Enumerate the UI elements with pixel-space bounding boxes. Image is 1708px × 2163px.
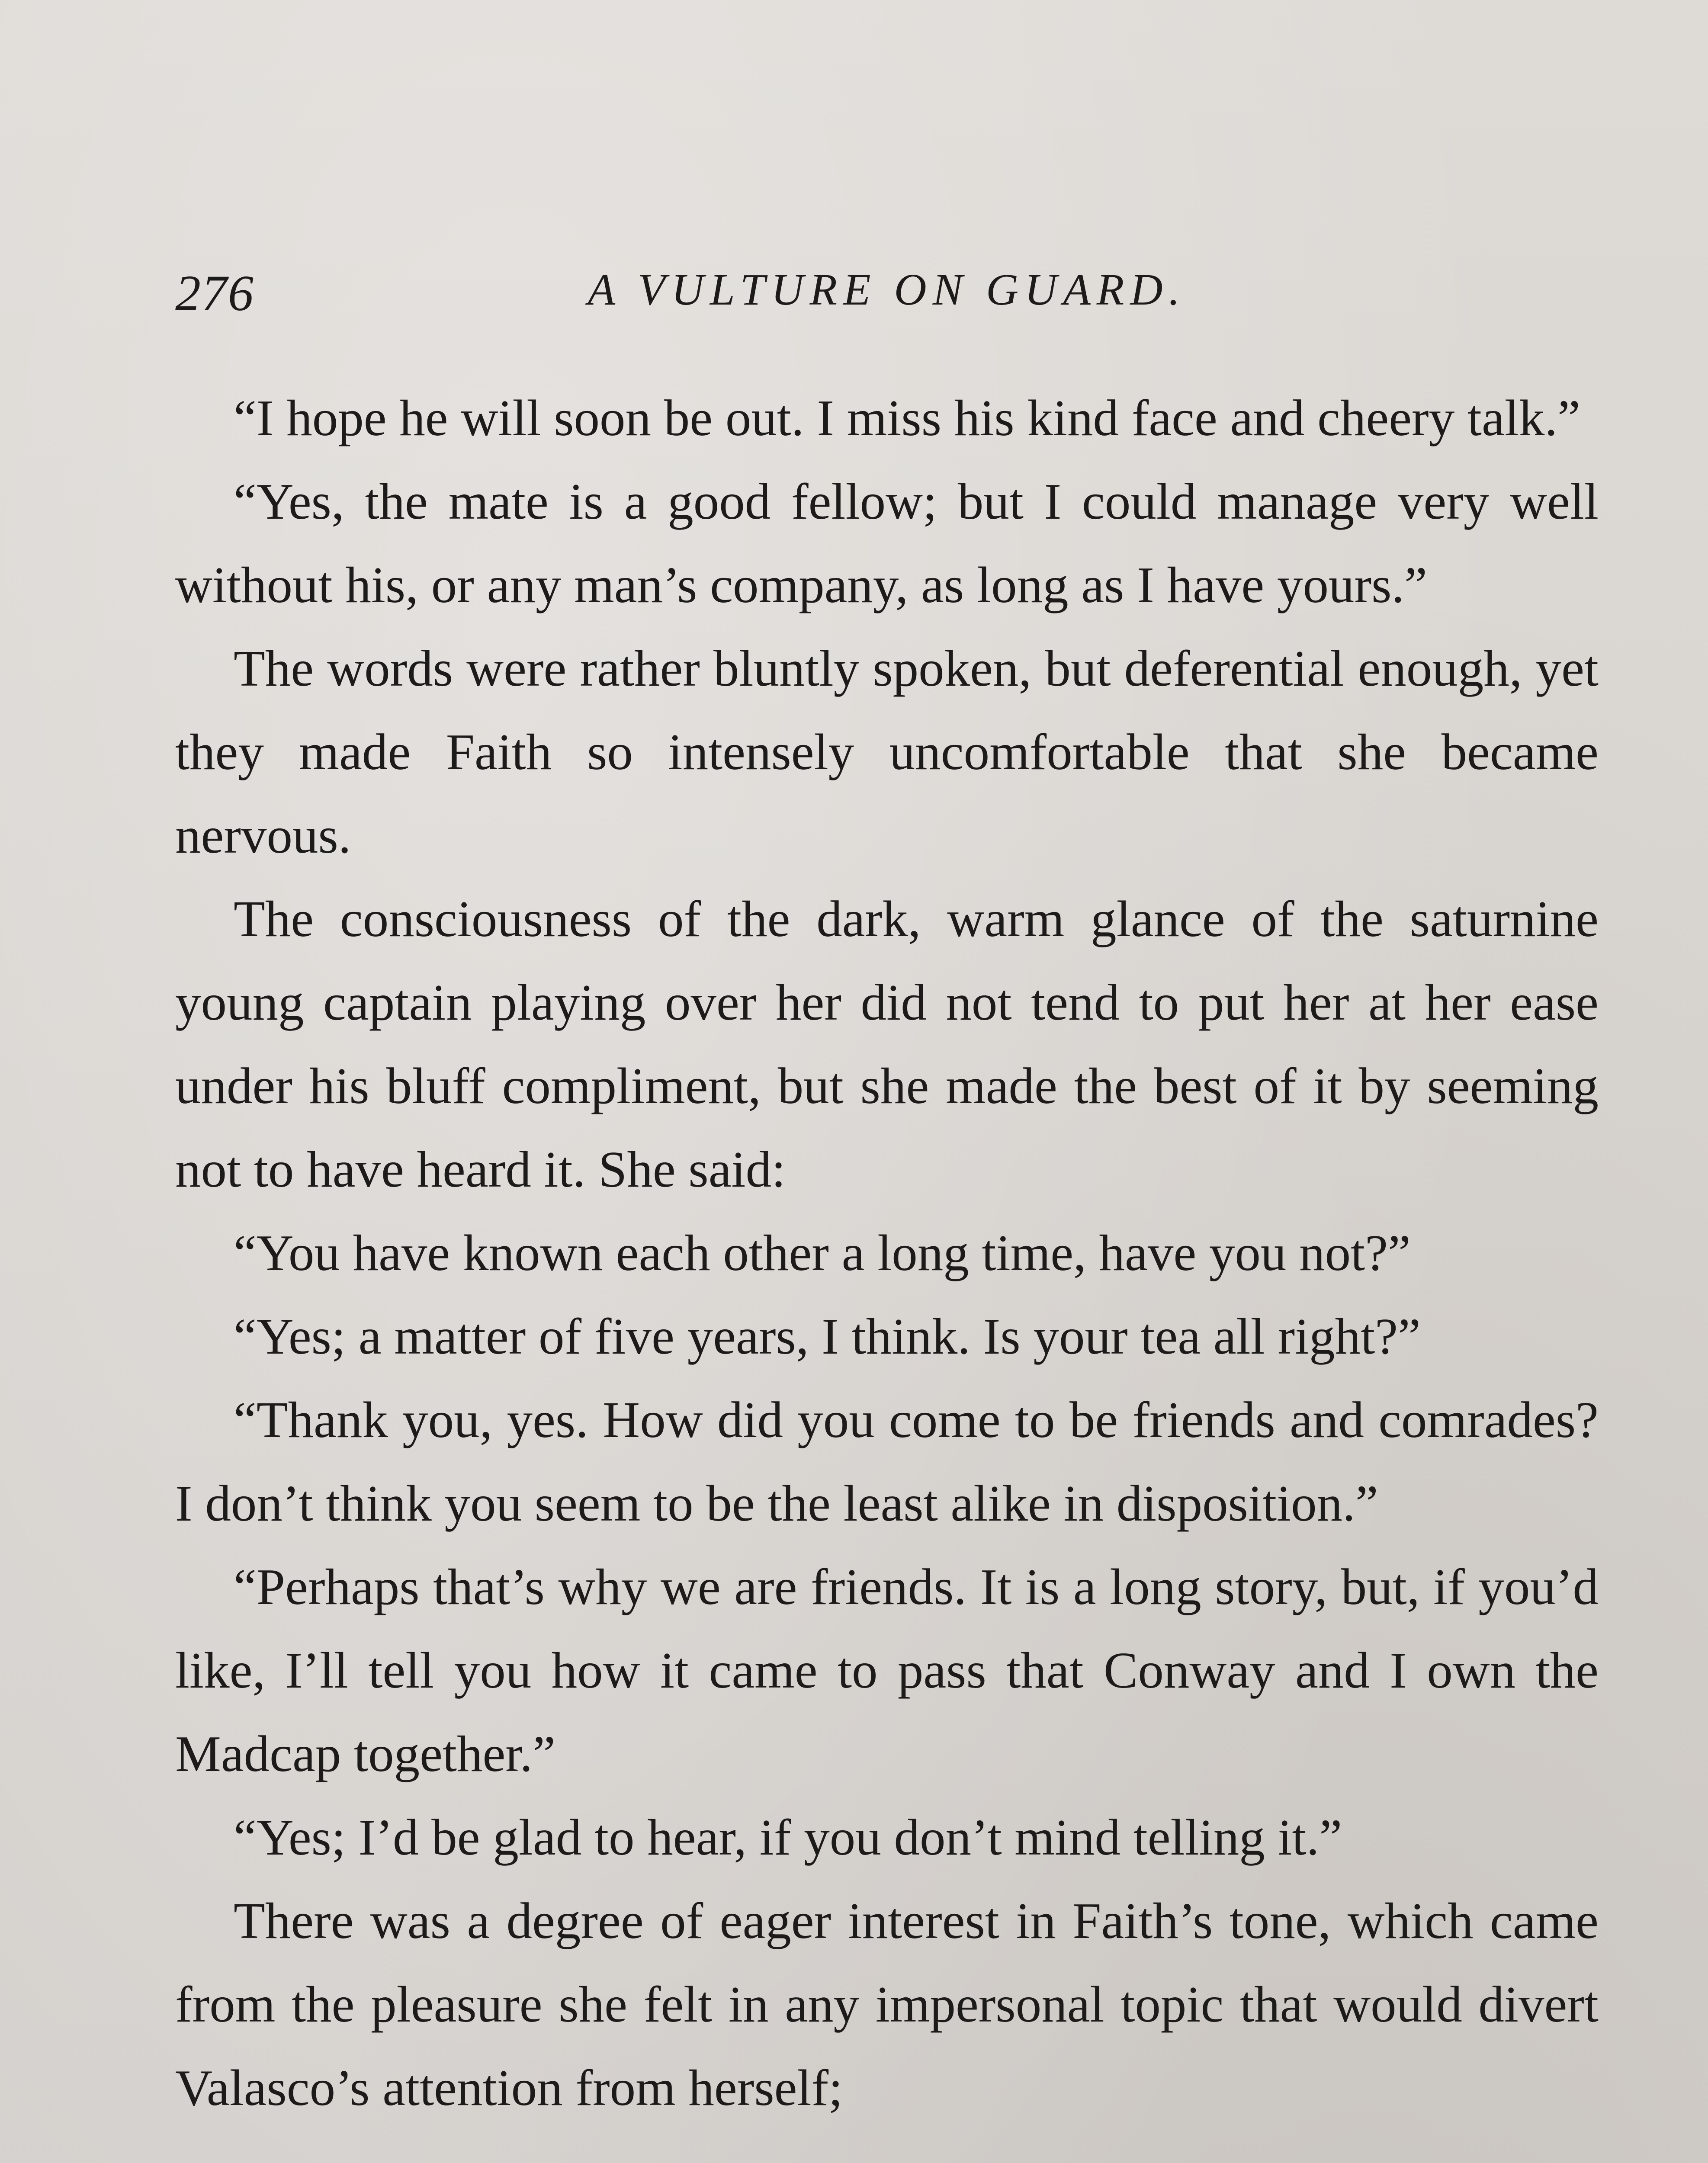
paragraph-6: “Yes; a matter of five years, I think. Is your tea all right?” bbox=[234, 1308, 1421, 1365]
paragraph-7: “Thank you, yes. How did you come to be friends and comrades? I don’t think you seem to be the least alike in disposition.” bbox=[175, 1391, 1599, 1532]
paragraph-1: “I hope he will soon be out. I miss his kind face and cheery talk.” bbox=[234, 389, 1580, 446]
paragraph-10: There was a degree of eager interest in Faith’s tone, which came from the pleasure she felt in any impersonal topic that would divert Valasco’s attention from herself; bbox=[175, 1892, 1599, 2116]
paragraph-4: The consciousness of the dark, warm glance of the saturnine young captain playing over her did not tend to put her at her ease under his bluff compliment, but she made the best of it by seeming not to have heard it. She said: bbox=[175, 890, 1599, 1198]
running-title: A VULTURE ON GUARD. bbox=[588, 265, 1186, 315]
page-number: 276 bbox=[175, 265, 254, 321]
page-header bbox=[175, 264, 1599, 329]
paragraph-5: “You have known each other a long time, have you not?” bbox=[234, 1224, 1411, 1281]
paragraph-8: “Perhaps that’s why we are friends. It is a long story, but, if you’d like, I’ll tell you how it came to pass that Conway and I own the Madcap together.” bbox=[175, 1558, 1599, 1782]
paragraph-2: “Yes, the mate is a good fellow; but I could manage very well without his, or any man’s company, as long as I have yours.” bbox=[175, 473, 1599, 613]
body-text bbox=[175, 376, 1599, 2130]
paragraph-9: “Yes; I’d be glad to hear, if you don’t mind telling it.” bbox=[234, 1809, 1342, 1866]
paragraph-3: The words were rather bluntly spoken, but deferential enough, yet they made Faith so intensely uncomfortable that she became nervous. bbox=[175, 640, 1599, 864]
